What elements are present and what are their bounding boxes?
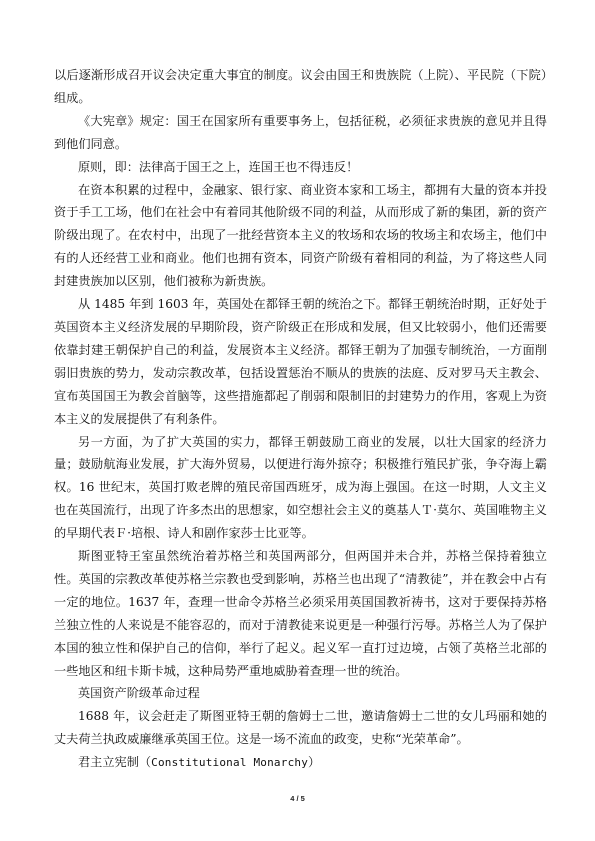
paragraph: 原则，即：法律高于国王之上，连国王也不得违反！ <box>78 159 359 174</box>
heading-latin-term: Constitutional Monarchy <box>151 756 309 770</box>
section-heading-constitutional-monarchy <box>54 751 547 775</box>
heading-suffix: ） <box>308 755 321 770</box>
paragraph: 从 1485 年到 1603 年，英国处在都铎王朝的统治之下。都铎王朝统治时期，正好处于英国资本主义经济发展的早期阶段，资产阶级正在形成和发展，但又比较弱小，他们还需要依靠封建王朝保护自己的利益，发展资本主义经济。都铎王朝为了加强专制统治，一方面削弱旧贵族的势力，发动宗教改革，包括设置惩治不顺从的贵族的法庭、反对罗马天主教会、宣布英国国王为教会首脑等，这些措施都起了削弱和限制旧的封建势力的作用，客观上为资本主义的发展提供了有利条件。 <box>54 297 547 426</box>
document-body <box>54 64 547 775</box>
paragraph: 斯图亚特王室虽然统治着苏格兰和英国两部分，但两国并未合并，苏格兰保持着独立性。英国的宗教改革使苏格兰宗教也受到影响，苏格兰也出现了“清教徒”，并在教会中占有一定的地位。1637 年，查理一世命令苏格兰必须采用英国国教祈祷书，这对于要保持苏格兰独立性的人来说是不能容忍的，而对于清教徒来说更是一种强行污辱。苏格兰人为了保护本国的独立性和保护自己的信仰，举行了起义。起义军一直打过边境，占领了英格兰北部的一些地区和纽卡斯卡城，这种局势严重地威胁着查理一世的统治。 <box>54 549 547 678</box>
section-heading: 英国资产阶级革命过程 <box>78 686 200 701</box>
paragraph: 《大宪章》规定：国王在国家所有重要事务上，包括征税，必须征求贵族的意见并且得到他们同意。 <box>54 113 547 151</box>
page-number: 4 / 5 <box>290 794 305 803</box>
paragraph: 1688 年，议会赶走了斯图亚特王朝的詹姆士二世，邀请詹姆士二世的女儿玛丽和她的丈夫荷兰执政威廉继承英国王位。这是一场不流血的政变，史称“光荣革命”。 <box>54 709 547 747</box>
paragraph: 另一方面，为了扩大英国的实力，都铎王朝鼓励工商业的发展，以壮大国家的经济力量；鼓励航海业发展，扩大海外贸易，以便进行海外掠夺；积极推行殖民扩张，争夺海上霸权。16 世纪末，英国打败老牌的殖民帝国西班牙，成为海上强国。在这一时期，人文主义也在英国流行，出现了许多杰出的思想家，如空想社会主义的奠基人Ｔ·莫尔、英国唯物主义的早期代表Ｆ·培根、诗人和剧作家莎士比亚等。 <box>54 434 547 541</box>
paragraph: 在资本积累的过程中，金融家、银行家、商业资本家和工场主，都拥有大量的资本并投资于手工工场，他们在社会中有着同其他阶级不同的利益，从而形成了新的集团，新的资产阶级出现了。在农村中，出现了一批经营资本主义的牧场和农场的牧场主和农场主，他们中有的人还经营工业和商业。他们也拥有资本，同资产阶级有着相同的利益，为了将这些人同封建贵族加以区别，他们被称为新贵族。 <box>54 182 547 289</box>
heading-prefix: 君主立宪制（ <box>78 755 152 770</box>
paragraph: 以后逐渐形成召开议会决定重大事宜的制度。议会由国王和贵族院（上院）、平民院（下院）组成。 <box>54 68 547 105</box>
